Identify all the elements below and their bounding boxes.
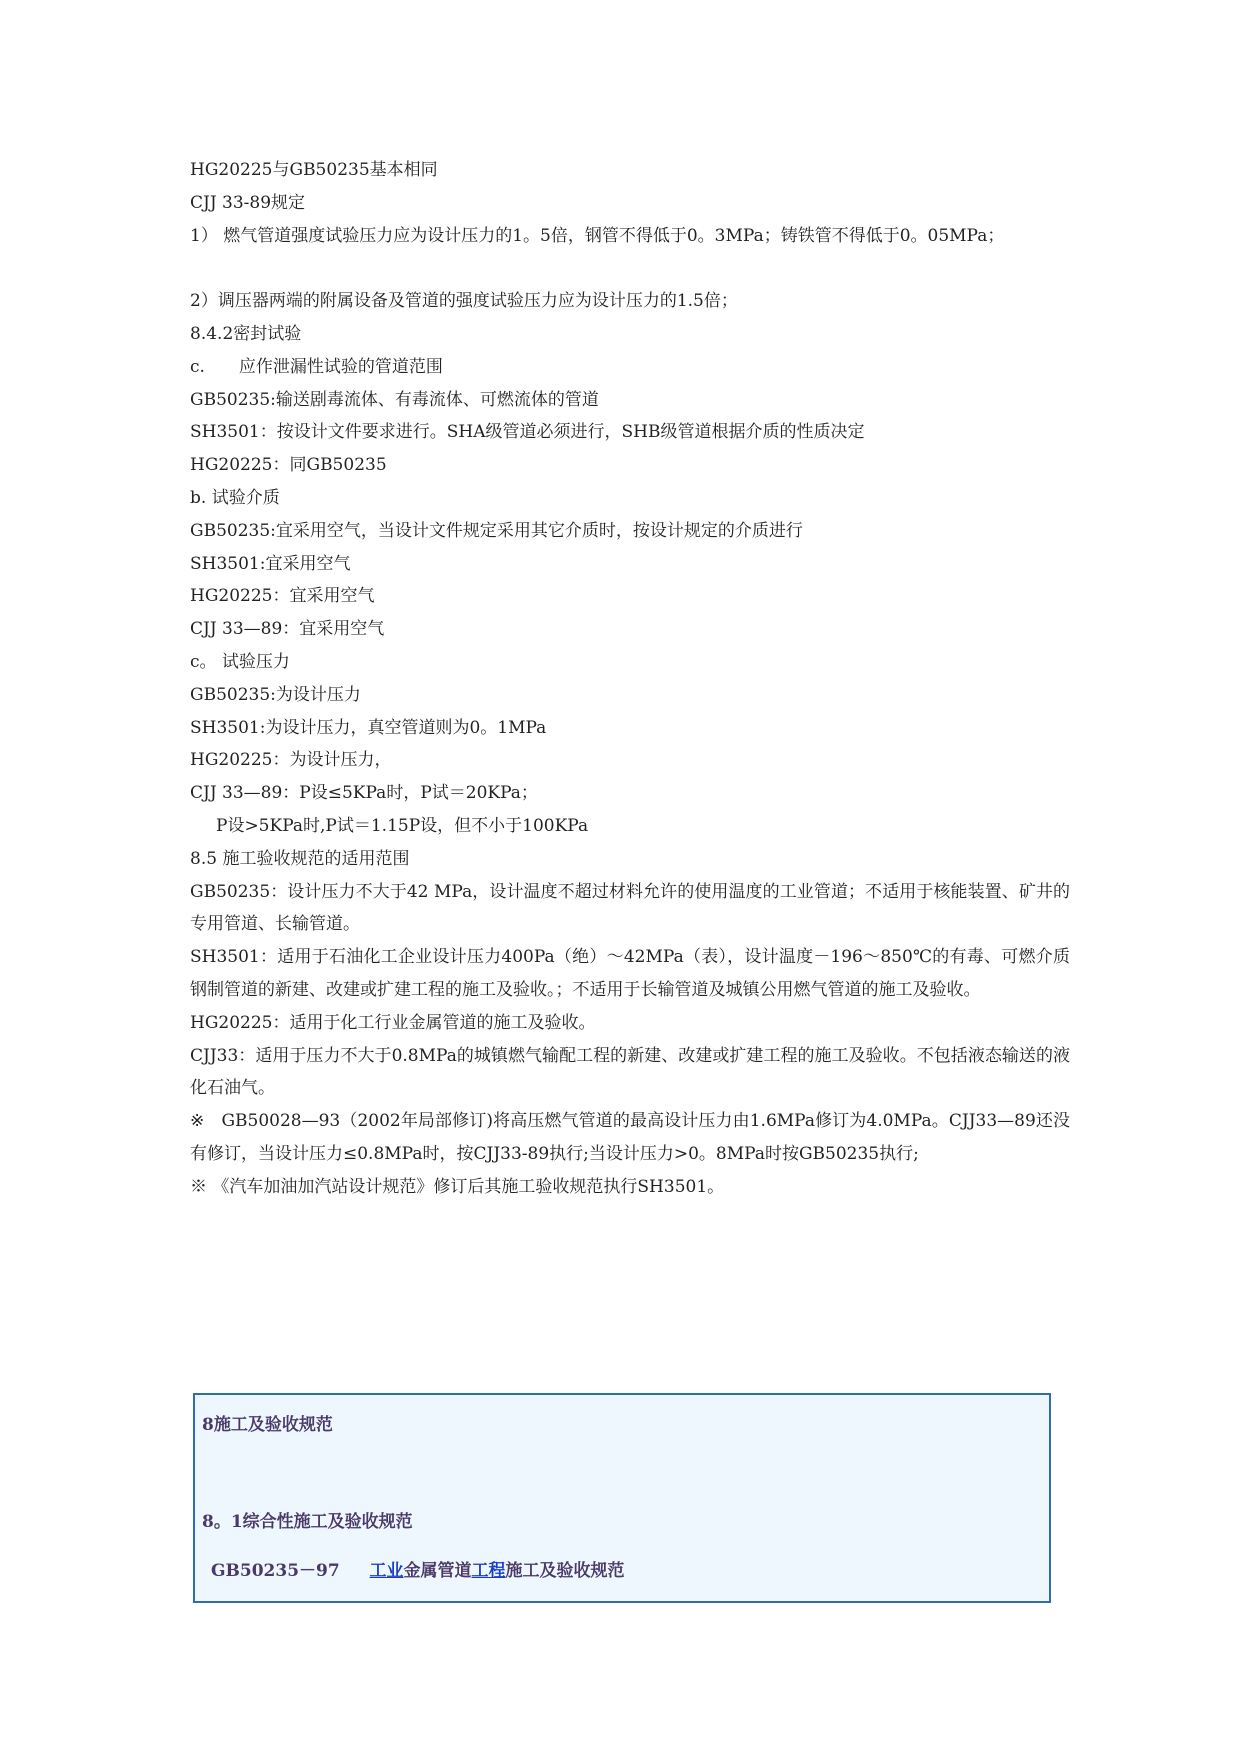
note-paragraph: ※ GB50028—93（2002年局部修订)将高压燃气管道的最高设计压力由1.6MPa修订为4.0MPa。CJJ33—89还没有修订，当设计压力≤0.8MPa时，按CJJ33-89执行;当设计压力>0。8MPa时按GB50235执行; (190, 1111, 1070, 1164)
standards-info-box (193, 1393, 1051, 1603)
text-line: 2）调压器两端的附属设备及管道的强度试验压力应为设计压力的1.5倍； (190, 291, 738, 312)
text-line: CJJ 33-89规定 (190, 192, 306, 213)
blank-line (190, 252, 1070, 285)
paragraph: HG20225：适用于化工行业金属管道的施工及验收。 (190, 1012, 596, 1033)
box-heading: 8施工及验收规范 (202, 1415, 333, 1435)
text-line: HG20225：同GB50235 (190, 455, 387, 476)
paragraph: CJJ33：适用于压力不大于0.8MPa的城镇燃气输配工程的新建、改建或扩建工程的施工及验收。不包括液态输送的液化石油气。 (190, 1045, 1070, 1099)
text-line: GB50235:输送剧毒流体、有毒流体、可燃流体的管道 (190, 389, 599, 410)
paragraph: SH3501：适用于石油化工企业设计压力400Pa（绝）～42MPa（表），设计温度－196～850℃的有毒、可燃介质钢制管道的新建、改建或扩建工程的施工及验收。；不适用于长输管道及城镇公用燃气管道的施工及验收。 (190, 947, 1070, 1000)
standard-title-part: 金属管道 (403, 1561, 472, 1581)
text-line: HG20225：宜采用空气 (190, 586, 375, 607)
text-line: c. 应作泄漏性试验的管道范围 (190, 356, 443, 377)
text-line: HG20225与GB50235基本相同 (190, 160, 438, 180)
document-body (190, 154, 1070, 1204)
text-line: CJJ 33—89：宜采用空气 (190, 619, 385, 640)
link-engineering[interactable]: 工程 (471, 1561, 506, 1581)
text-line: SH3501:宜采用空气 (190, 553, 351, 574)
text-line: GB50235:宜采用空气，当设计文件规定采用其它介质时，按设计规定的介质进行 (190, 520, 803, 541)
text-line: P设>5KPa时,P试＝1.15P设，但不小于100KPa (216, 815, 589, 836)
text-line: GB50235:为设计压力 (190, 684, 361, 705)
text-line: b. 试验介质 (190, 487, 280, 508)
box-subheading: 8。1综合性施工及验收规范 (202, 1512, 413, 1532)
section-heading: 8.5 施工验收规范的适用范围 (190, 848, 410, 869)
text-line: c。 试验压力 (190, 651, 290, 672)
text-line: CJJ 33—89：P设≤5KPa时，P试＝20KPa； (190, 783, 538, 804)
standard-entry (211, 1556, 625, 1581)
standard-code: GB50235－97 (211, 1561, 340, 1581)
link-industry[interactable]: 工业 (369, 1561, 404, 1581)
paragraph: GB50235：设计压力不大于42 MPa，设计温度不超过材料允许的使用温度的工业管道；不适用于核能装置、矿井的专用管道、长输管道。 (190, 881, 1070, 935)
text-line: 1） 燃气管道强度试验压力应为设计压力的1。5倍，钢管不得低于0。3MPa；铸铁管不得低于0。05MPa； (190, 225, 1005, 246)
standard-title-part: 施工及验收规范 (505, 1561, 625, 1581)
note-paragraph: ※ 《汽车加油加汽站设计规范》修订后其施工验收规范执行SH3501。 (190, 1176, 725, 1197)
text-line: SH3501：按设计文件要求进行。SHA级管道必须进行，SHB级管道根据介质的性质决定 (190, 422, 865, 443)
section-heading: 8.4.2密封试验 (190, 323, 302, 344)
text-line: HG20225：为设计压力， (190, 750, 392, 771)
text-line: SH3501:为设计压力，真空管道则为0。1MPa (190, 717, 547, 738)
